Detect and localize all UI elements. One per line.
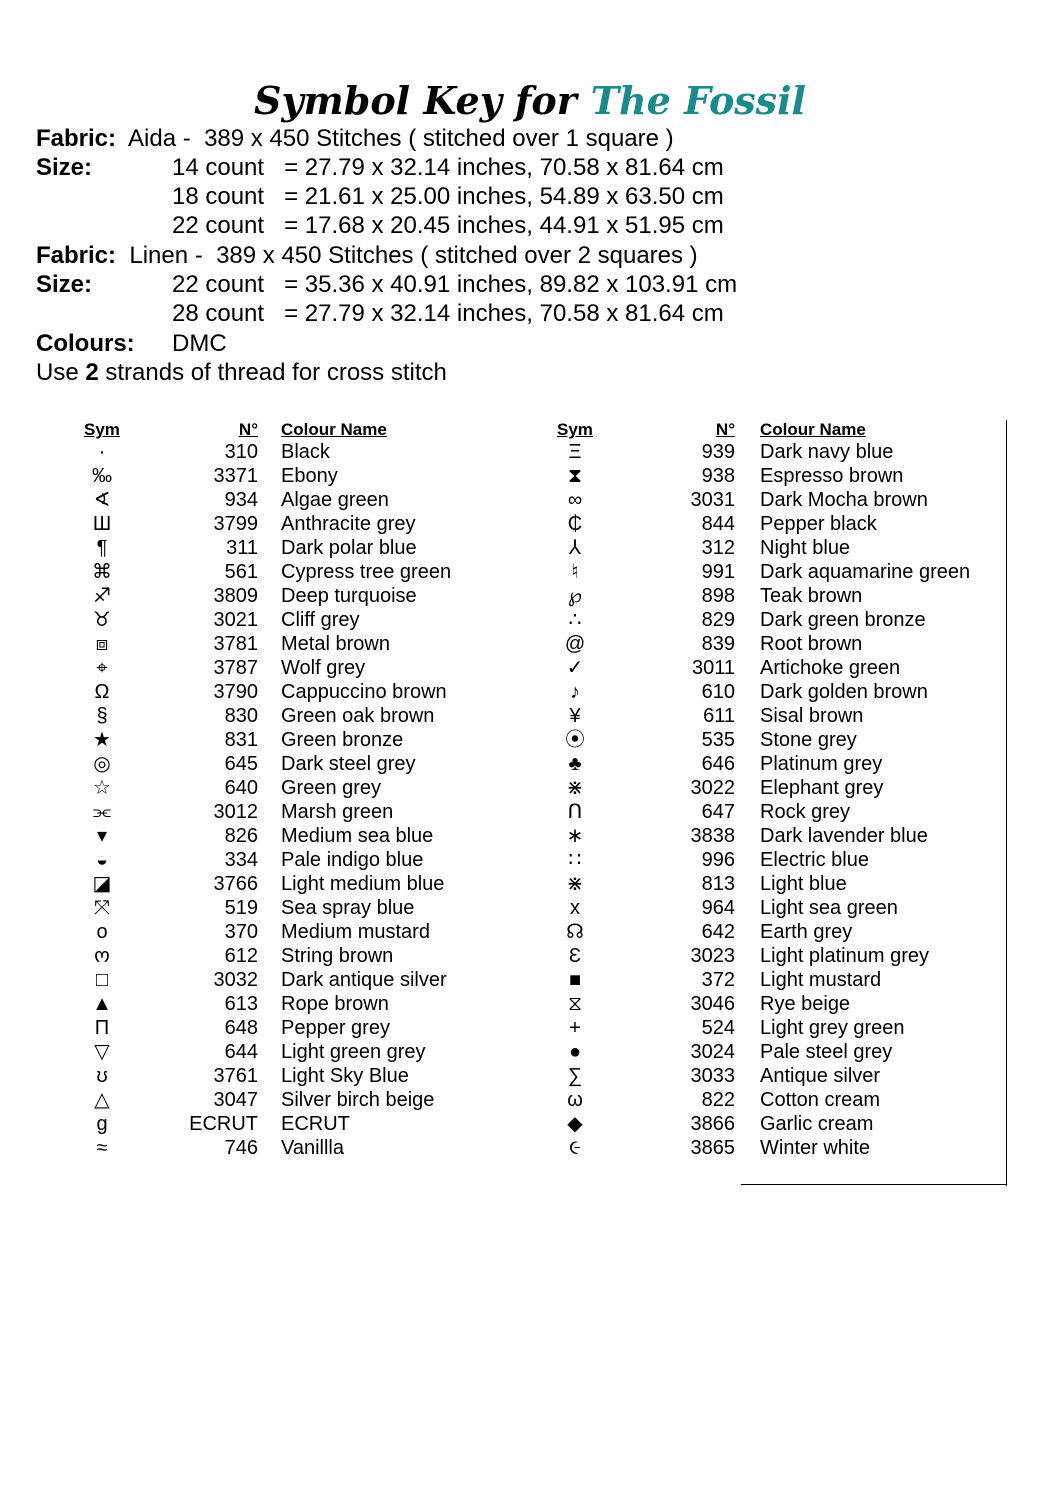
colour-name: Dark antique silver (281, 969, 447, 991)
size-count: 22 count (172, 271, 265, 298)
colour-name: Winter white (760, 1137, 871, 1159)
symbol-glyph: ⋇ (566, 777, 584, 799)
colour-name: Silver birch beige (281, 1089, 435, 1111)
symbol-glyph: · (98, 441, 106, 463)
colour-name: Artichoke green (760, 657, 901, 679)
size-label: Size: (36, 271, 93, 298)
pattern-name: The Fossil (590, 78, 806, 123)
symbol-glyph: ო (94, 945, 110, 967)
dmc-number: 831 (224, 729, 258, 751)
dmc-number: 334 (224, 849, 258, 871)
symbol-glyph: ⫘ (93, 801, 111, 823)
dmc-number: 647 (701, 801, 735, 823)
symbol-glyph: g (96, 1113, 108, 1135)
colour-name: Light blue (760, 873, 847, 895)
colour-name: Metal brown (281, 633, 390, 655)
symbol-glyph: ∷ (568, 849, 582, 871)
colour-name: Light platinum grey (760, 945, 929, 967)
symbol-glyph: ⧈ (95, 633, 109, 655)
colour-name: Antique silver (760, 1065, 881, 1087)
size-dims: = 35.36 x 40.91 inches, 89.82 x 103.91 cm (284, 271, 738, 298)
colour-name: Dark Mocha brown (760, 489, 928, 511)
dmc-number: 372 (701, 969, 735, 991)
symbol-glyph: ᑎ (567, 801, 583, 823)
table-row (0, 1040, 1060, 1064)
header-name: Colour Name (760, 420, 866, 439)
symbol-glyph: ⅄ (568, 537, 582, 559)
table-row (0, 920, 1060, 944)
table-border-bottom (741, 1184, 1007, 1185)
dmc-number: 3787 (213, 657, 258, 679)
fabric-aida-text: Aida - 389 x 450 Stitches ( stitched over 1 square ) (128, 125, 674, 152)
symbol-glyph: + (569, 1017, 581, 1039)
strands-count: 2 (85, 359, 99, 386)
colours-label: Colours: (36, 330, 135, 357)
colour-name: Green grey (281, 777, 382, 799)
symbol-glyph: ♣ (568, 753, 582, 775)
table-row (0, 968, 1060, 992)
symbol-glyph: o (96, 921, 108, 943)
size-count: 18 count (172, 183, 265, 210)
colour-name: Ebony (281, 465, 338, 487)
dmc-number: 3023 (690, 945, 735, 967)
symbol-glyph: ¶ (96, 537, 108, 559)
symbol-glyph: ¥ (569, 705, 581, 727)
colours-value: DMC (172, 330, 227, 357)
dmc-number: 813 (701, 873, 735, 895)
dmc-number: 610 (701, 681, 735, 703)
colour-name: Pale indigo blue (281, 849, 424, 871)
symbol-glyph: ૯ (569, 1137, 581, 1159)
symbol-glyph: ▽ (94, 1041, 110, 1063)
dmc-number: 3022 (690, 777, 735, 799)
dmc-number: 939 (701, 441, 735, 463)
dmc-number: 535 (701, 729, 735, 751)
dmc-number: 646 (701, 753, 735, 775)
colour-name: Espresso brown (760, 465, 904, 487)
symbol-glyph: Ξ (568, 441, 582, 463)
right-column (0, 440, 1060, 1160)
dmc-number: 3012 (213, 801, 258, 823)
dmc-number: 822 (701, 1089, 735, 1111)
fabric-label: Fabric: (36, 125, 117, 152)
table-row (0, 704, 1060, 728)
symbol-glyph: ▾ (96, 825, 108, 847)
dmc-number: 3024 (690, 1041, 735, 1063)
colour-name: Deep turquoise (281, 585, 417, 607)
colour-name: Dark green bronze (760, 609, 926, 631)
dmc-number: ECRUT (189, 1113, 258, 1135)
size-dims: = 27.79 x 32.14 inches, 70.58 x 81.64 cm (284, 154, 724, 181)
table-row (0, 560, 1060, 584)
symbol-glyph: ⤧ (94, 897, 110, 919)
header-sym: Sym (557, 420, 593, 439)
colour-name: Sea spray blue (281, 897, 415, 919)
symbol-glyph: ∢ (93, 489, 111, 511)
title-prefix: Symbol Key for (254, 78, 577, 123)
symbol-glyph: △ (94, 1089, 110, 1111)
size-dims: = 17.68 x 20.45 inches, 44.91 x 51.95 cm (284, 212, 724, 239)
symbol-glyph: ☆ (93, 777, 111, 799)
dmc-number: 644 (224, 1041, 258, 1063)
symbol-glyph: ω (567, 1089, 583, 1111)
dmc-number: 3031 (690, 489, 735, 511)
colour-name: Cliff grey (281, 609, 360, 631)
colour-name: Cotton cream (760, 1089, 881, 1111)
fabric-label: Fabric: (36, 242, 117, 269)
colour-name: Cappuccino brown (281, 681, 447, 703)
colour-name: String brown (281, 945, 394, 967)
size-linen-line-1 (36, 270, 737, 299)
dmc-number: 3047 (213, 1089, 258, 1111)
fabric-aida-line (36, 124, 674, 153)
colour-name: Rope brown (281, 993, 389, 1015)
symbol-glyph: ‰ (92, 465, 112, 487)
symbol-glyph: @ (564, 633, 586, 655)
table-row (0, 656, 1060, 680)
table-row (0, 752, 1060, 776)
colour-name: Dark polar blue (281, 537, 417, 559)
colour-name: Marsh green (281, 801, 394, 823)
symbol-glyph: ◒ (95, 849, 109, 871)
dmc-number: 3766 (213, 873, 258, 895)
dmc-number: 3838 (690, 825, 735, 847)
dmc-number: 938 (701, 465, 735, 487)
dmc-number: 645 (224, 753, 258, 775)
size-count: 22 count (172, 212, 265, 239)
size-dims: = 27.79 x 32.14 inches, 70.58 x 81.64 cm (284, 300, 724, 327)
colour-name: Pepper black (760, 513, 877, 535)
symbol-glyph: ʊ (96, 1065, 108, 1087)
strands-post: strands of thread for cross stitch (98, 359, 447, 386)
dmc-number: 611 (703, 705, 735, 727)
dmc-number: 898 (701, 585, 735, 607)
dmc-number: 642 (701, 921, 735, 943)
dmc-number: 370 (224, 921, 258, 943)
size-count: 14 count (172, 154, 265, 181)
colour-name: Earth grey (760, 921, 853, 943)
dmc-number: 3021 (213, 609, 258, 631)
colour-name: Dark navy blue (760, 441, 894, 463)
symbol-glyph: ★ (93, 729, 111, 751)
table-row (0, 1136, 1060, 1160)
symbol-glyph: ▲ (92, 993, 112, 1015)
colour-name: Dark lavender blue (760, 825, 928, 847)
dmc-number: 311 (226, 537, 258, 559)
colour-name: Rock grey (760, 801, 851, 823)
colour-name: Light grey green (760, 1017, 905, 1039)
colour-name: Anthracite grey (281, 513, 416, 535)
symbol-glyph: ⧖ (567, 993, 583, 1015)
header-num: N° (715, 420, 735, 439)
dmc-number: 3790 (213, 681, 258, 703)
colour-name: Black (281, 441, 330, 463)
table-row (0, 1064, 1060, 1088)
colour-name: Stone grey (760, 729, 857, 751)
dmc-number: 3032 (213, 969, 258, 991)
dmc-number: 3033 (690, 1065, 735, 1087)
table-row (0, 896, 1060, 920)
dmc-number: 3809 (213, 585, 258, 607)
dmc-number: 839 (701, 633, 735, 655)
dmc-number: 524 (701, 1017, 735, 1039)
dmc-number: 934 (224, 489, 258, 511)
size-count: 28 count (172, 300, 265, 327)
dmc-number: 310 (224, 441, 258, 463)
dmc-number: 3866 (690, 1113, 735, 1135)
dmc-number: 519 (224, 897, 258, 919)
dmc-number: 3865 (690, 1137, 735, 1159)
fabric-linen-line (36, 241, 698, 270)
symbol-glyph: ■ (568, 969, 582, 991)
table-row (0, 464, 1060, 488)
table-header-right (0, 418, 1060, 442)
strands-note (36, 358, 447, 387)
colour-name: Light Sky Blue (281, 1065, 409, 1087)
symbol-glyph: Ш (92, 513, 112, 535)
dmc-number: 613 (224, 993, 258, 1015)
dmc-number: 3781 (213, 633, 258, 655)
symbol-glyph: ⌖ (96, 657, 108, 679)
table-row (0, 608, 1060, 632)
colour-name: Medium sea blue (281, 825, 434, 847)
dmc-number: 830 (224, 705, 258, 727)
header-num: N° (238, 420, 258, 439)
table-row (0, 512, 1060, 536)
symbol-glyph: Ω (94, 681, 110, 703)
dmc-number: 3799 (213, 513, 258, 535)
page-title (0, 76, 1060, 126)
symbol-glyph: ◆ (567, 1113, 583, 1135)
colour-name: Light medium blue (281, 873, 445, 895)
dmc-number: 829 (701, 609, 735, 631)
colour-name: Sisal brown (760, 705, 864, 727)
colour-name: Dark aquamarine green (760, 561, 971, 583)
table-row (0, 680, 1060, 704)
colour-name: Dark steel grey (281, 753, 416, 775)
colour-name: Pepper grey (281, 1017, 390, 1039)
symbol-glyph: ₵ (567, 513, 583, 535)
colour-name: Elephant grey (760, 777, 884, 799)
table-row (0, 1112, 1060, 1136)
symbol-glyph: Π (94, 1017, 110, 1039)
size-label: Size: (36, 154, 93, 181)
table-row (0, 800, 1060, 824)
colour-name: Root brown (760, 633, 863, 655)
table-border-right (1006, 420, 1007, 1186)
dmc-number: 996 (701, 849, 735, 871)
header-sym: Sym (84, 420, 120, 439)
symbol-glyph: ≈ (96, 1137, 108, 1159)
colour-name: Garlic cream (760, 1113, 874, 1135)
dmc-number: 3371 (213, 465, 258, 487)
dmc-number: 746 (224, 1137, 258, 1159)
table-row (0, 776, 1060, 800)
fabric-linen-text: Linen - 389 x 450 Stitches ( stitched over 2 squares ) (129, 242, 698, 269)
dmc-number: 3011 (691, 657, 735, 679)
symbol-glyph: Ɛ (568, 945, 582, 967)
table-row (0, 488, 1060, 512)
symbol-glyph: □ (95, 969, 109, 991)
symbol-glyph: ♮ (571, 561, 579, 583)
colour-name: Green bronze (281, 729, 404, 751)
symbol-glyph: ⋇ (566, 873, 584, 895)
strands-pre: Use (36, 359, 86, 386)
table-row (0, 944, 1060, 968)
colour-name: Dark golden brown (760, 681, 928, 703)
colour-name: Night blue (760, 537, 851, 559)
colour-name: Pale steel grey (760, 1041, 893, 1063)
colour-name: Teak brown (760, 585, 863, 607)
dmc-number: 844 (701, 513, 735, 535)
colour-name: Light sea green (760, 897, 898, 919)
symbol-glyph: x (570, 897, 580, 919)
table-row (0, 632, 1060, 656)
symbol-glyph: ∴ (568, 609, 582, 631)
symbol-glyph: ∞ (567, 489, 583, 511)
dmc-number: 648 (224, 1017, 258, 1039)
dmc-number: 991 (701, 561, 735, 583)
colour-name: Wolf grey (281, 657, 366, 679)
colour-name: Algae green (281, 489, 389, 511)
symbol-glyph: ♉ (93, 609, 111, 631)
table-row (0, 536, 1060, 560)
table-row (0, 1088, 1060, 1112)
symbol-glyph: ⧗ (567, 465, 583, 487)
colour-name: Medium mustard (281, 921, 430, 943)
colour-name: Electric blue (760, 849, 869, 871)
table-row (0, 872, 1060, 896)
size-aida-line-1 (36, 153, 724, 182)
colour-name: Light green grey (281, 1041, 426, 1063)
table-row (0, 1016, 1060, 1040)
symbol-glyph: ℘ (568, 585, 582, 607)
symbol-glyph: § (96, 705, 108, 727)
colours-line (36, 329, 227, 358)
size-linen-line-2 (36, 299, 724, 328)
colour-name: Rye beige (760, 993, 851, 1015)
colour-name: Cypress tree green (281, 561, 452, 583)
table-row (0, 848, 1060, 872)
size-aida-line-3 (36, 211, 724, 240)
symbol-glyph: ⌘ (92, 561, 112, 583)
symbol-glyph: ♪ (570, 681, 580, 703)
dmc-number: 826 (224, 825, 258, 847)
dmc-number: 964 (701, 897, 735, 919)
symbol-glyph: ∗ (566, 825, 584, 847)
table-row (0, 584, 1060, 608)
symbol-glyph: ♐ (93, 585, 111, 607)
table-row (0, 992, 1060, 1016)
colour-name: Platinum grey (760, 753, 883, 775)
symbol-glyph: ☊ (566, 921, 584, 943)
symbol-glyph: ◪ (92, 873, 112, 895)
table-row (0, 440, 1060, 464)
symbol-glyph: ◎ (93, 753, 111, 775)
symbol-glyph: ⦿ (565, 729, 585, 751)
colour-name: Vanillla (281, 1137, 344, 1159)
colour-name: Green oak brown (281, 705, 435, 727)
symbol-glyph: ∑ (567, 1065, 583, 1087)
dmc-number: 612 (224, 945, 258, 967)
symbol-glyph: ✓ (566, 657, 584, 679)
dmc-number: 3046 (690, 993, 735, 1015)
symbol-glyph: ● (568, 1041, 582, 1063)
colour-name: Light mustard (760, 969, 882, 991)
colour-name: ECRUT (281, 1113, 350, 1135)
dmc-number: 3761 (213, 1065, 258, 1087)
table-row (0, 824, 1060, 848)
size-aida-line-2 (36, 182, 724, 211)
table-row (0, 728, 1060, 752)
size-dims: = 21.61 x 25.00 inches, 54.89 x 63.50 cm (284, 183, 724, 210)
dmc-number: 640 (224, 777, 258, 799)
header-name: Colour Name (281, 420, 387, 439)
dmc-number: 312 (701, 537, 735, 559)
dmc-number: 561 (224, 561, 258, 583)
